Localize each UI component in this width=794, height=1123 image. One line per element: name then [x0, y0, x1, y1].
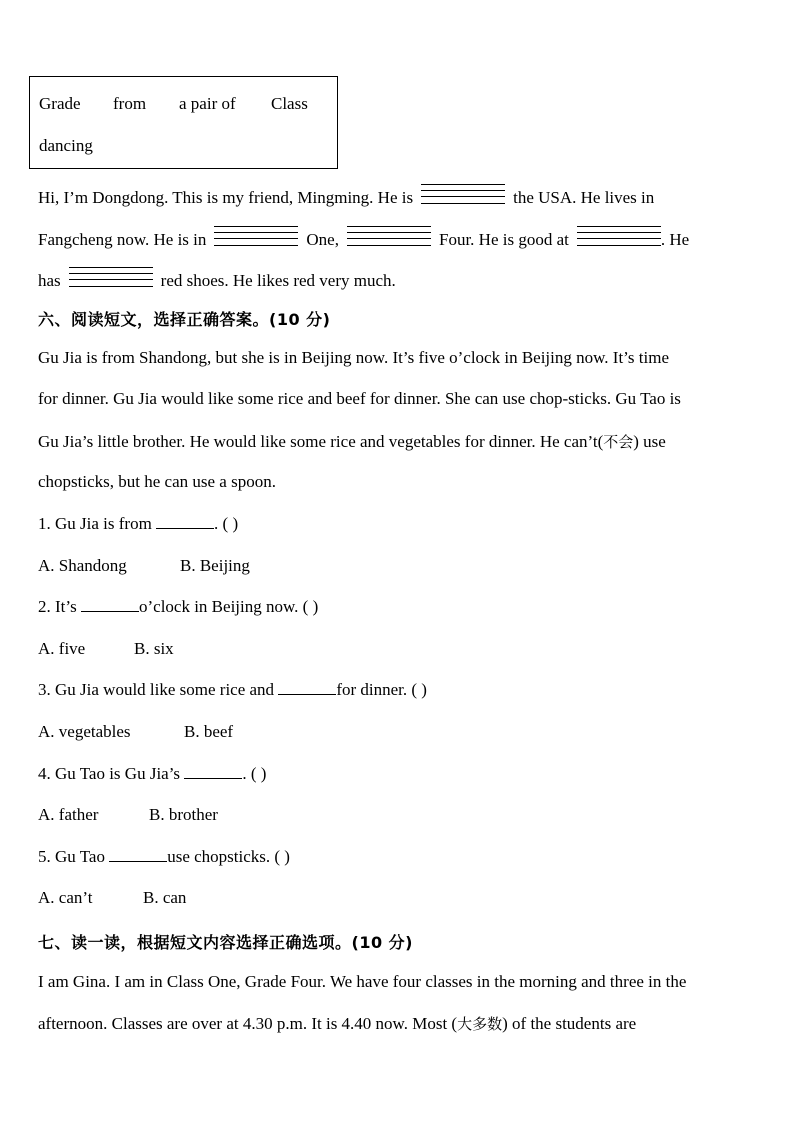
question-text: for dinner. ( )	[336, 680, 427, 699]
option-b[interactable]: B. six	[134, 639, 174, 658]
fill-passage-line-2	[38, 230, 689, 252]
question-2	[38, 597, 318, 617]
answer-blank[interactable]	[109, 860, 167, 862]
word-bank-item: Grade	[39, 94, 81, 113]
passage-text: has	[38, 271, 61, 290]
passage-text: afternoon. Classes are over at 4.30 p.m. It is 4.40 now. Most (	[38, 1014, 458, 1033]
question-text: use chopsticks. ( )	[167, 847, 290, 866]
passage-text: red shoes. He likes red very much.	[160, 271, 396, 290]
answer-blank[interactable]	[156, 527, 214, 529]
answer-blank[interactable]	[278, 693, 336, 695]
question-text: . ( )	[242, 764, 267, 783]
question-1-options	[38, 556, 250, 576]
passage-text: Fangcheng now. He is in	[38, 230, 207, 249]
word-bank-box	[29, 76, 338, 169]
section-7-heading: 七、读一读，根据短文内容选择正确选项。(10 分)	[38, 933, 413, 952]
fill-passage-line-3	[38, 271, 396, 293]
option-b[interactable]: B. beef	[184, 722, 234, 741]
writing-grid-blank[interactable]	[214, 226, 298, 248]
passage-text: . He	[660, 230, 690, 249]
question-3	[38, 680, 427, 700]
question-text: 1. Gu Jia is from	[38, 514, 157, 533]
chinese-gloss: 大多数	[457, 1015, 503, 1033]
writing-grid-blank[interactable]	[421, 184, 505, 206]
question-text: o’clock in Beijing now. ( )	[138, 597, 319, 616]
reading-passage-line	[38, 1013, 636, 1034]
fill-passage-line-1	[38, 188, 654, 210]
option-b[interactable]: B. can	[143, 888, 187, 907]
word-bank-item: a pair of	[179, 94, 236, 113]
question-text: 3. Gu Jia would like some rice and	[38, 680, 279, 699]
question-text: . ( )	[214, 514, 239, 533]
word-bank-item: Class	[271, 94, 308, 113]
option-a[interactable]: A. vegetables	[38, 722, 131, 741]
passage-text: ) use	[633, 432, 666, 451]
word-bank-item: from	[113, 94, 147, 113]
writing-grid-blank[interactable]	[69, 267, 153, 289]
question-2-options	[38, 639, 174, 659]
question-5-options	[38, 888, 187, 908]
section-6-heading: 六、阅读短文，选择正确答案。(10 分)	[38, 310, 331, 329]
answer-blank[interactable]	[81, 610, 139, 612]
writing-grid-blank[interactable]	[577, 226, 661, 248]
passage-text: Four. He is good at	[438, 230, 569, 249]
word-bank-item: dancing	[39, 136, 93, 155]
reading-passage-line: for dinner. Gu Jia would like some rice and beef for dinner. She can use chop-sticks. Gu Tao is	[38, 389, 681, 408]
option-a[interactable]: A. father	[38, 805, 99, 824]
option-a[interactable]: A. Shandong	[38, 556, 127, 575]
chinese-gloss: 不会	[603, 433, 634, 451]
question-text: 2. It’s	[38, 597, 81, 616]
question-5	[38, 847, 290, 867]
reading-passage-line: chopsticks, but he can use a spoon.	[38, 472, 276, 491]
passage-text: the USA. He lives in	[513, 188, 655, 207]
reading-passage-line: Gu Jia is from Shandong, but she is in Beijing now. It’s five o’clock in Beijing now. It’s time	[38, 348, 669, 367]
passage-text: Gu Jia’s little brother. He would like some rice and vegetables for dinner. He can’t(	[38, 432, 604, 451]
question-3-options	[38, 722, 234, 742]
answer-blank[interactable]	[184, 777, 242, 779]
option-a[interactable]: A. five	[38, 639, 86, 658]
option-b[interactable]: B. brother	[149, 805, 218, 824]
option-a[interactable]: A. can’t	[38, 888, 93, 907]
passage-text: Hi, I’m Dongdong. This is my friend, Mingming. He is	[38, 188, 414, 207]
option-b[interactable]: B. Beijing	[180, 556, 250, 575]
reading-passage-line: I am Gina. I am in Class One, Grade Four. We have four classes in the morning and three in the	[38, 972, 687, 991]
question-text: 5. Gu Tao	[38, 847, 110, 866]
passage-text: ) of the students are	[502, 1014, 637, 1033]
question-1	[38, 514, 238, 534]
question-text: 4. Gu Tao is Gu Jia’s	[38, 764, 185, 783]
reading-passage-line	[38, 431, 666, 452]
question-4-options	[38, 805, 218, 825]
writing-grid-blank[interactable]	[347, 226, 431, 248]
question-4	[38, 764, 266, 784]
passage-text: One,	[306, 230, 339, 249]
